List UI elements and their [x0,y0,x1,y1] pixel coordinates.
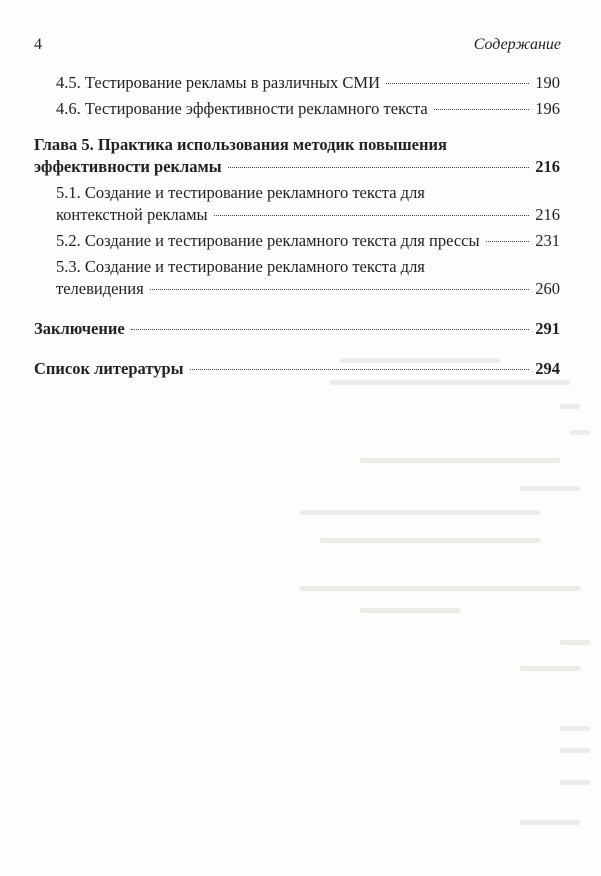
bleed-through-texture [0,350,601,876]
toc-entry-5-1 [34,182,560,226]
toc-entry-references [34,358,560,380]
toc-page-number: 231 [535,231,560,250]
toc-page-number: 291 [535,319,560,338]
dot-leader [190,369,530,370]
toc-entry-title-line1: 5.3. Создание и тестирование рекламного текста для [56,257,425,276]
toc-page-number: 294 [535,359,560,378]
toc-page-number: 196 [535,99,560,118]
toc-entry-5-3 [34,256,560,300]
toc-page-number: 216 [535,157,560,176]
toc-chapter-5 [34,134,560,178]
page-number: 4 [34,36,42,53]
dot-leader [150,289,530,290]
dot-leader [214,215,530,216]
dot-leader [228,167,530,168]
toc-entry-5-2 [34,230,560,252]
toc-entry-title: Заключение [34,319,125,338]
toc-entry-conclusion [34,318,560,340]
toc-entry-4-6 [34,98,560,120]
toc-chapter-title-line2: эффективности рекламы [34,157,222,176]
toc-entry-title-line2: контекстной рекламы [56,205,208,224]
dot-leader [434,109,530,110]
toc-page-number: 260 [535,279,560,298]
toc-entry-title: Список литературы [34,359,184,378]
toc-entry-title: 4.6. Тестирование эффективности рекламного текста [56,99,428,118]
toc-entry-title: 5.2. Создание и тестирование рекламного текста для прессы [56,231,480,250]
toc-entry-title-line2: телевидения [56,279,144,298]
toc-entry-title: 4.5. Тестирование рекламы в различных СМИ [56,73,380,92]
dot-leader [131,329,530,330]
toc-entry-4-5 [34,72,560,94]
toc-page-number: 190 [535,73,560,92]
table-of-contents [34,72,560,380]
dot-leader [486,241,530,242]
toc-chapter-title-line1: Глава 5. Практика использования методик повышения [34,135,447,154]
running-header: Содержание [473,36,561,53]
toc-page-number: 216 [535,205,560,224]
dot-leader [386,83,529,84]
toc-entry-title-line1: 5.1. Создание и тестирование рекламного текста для [56,183,425,202]
